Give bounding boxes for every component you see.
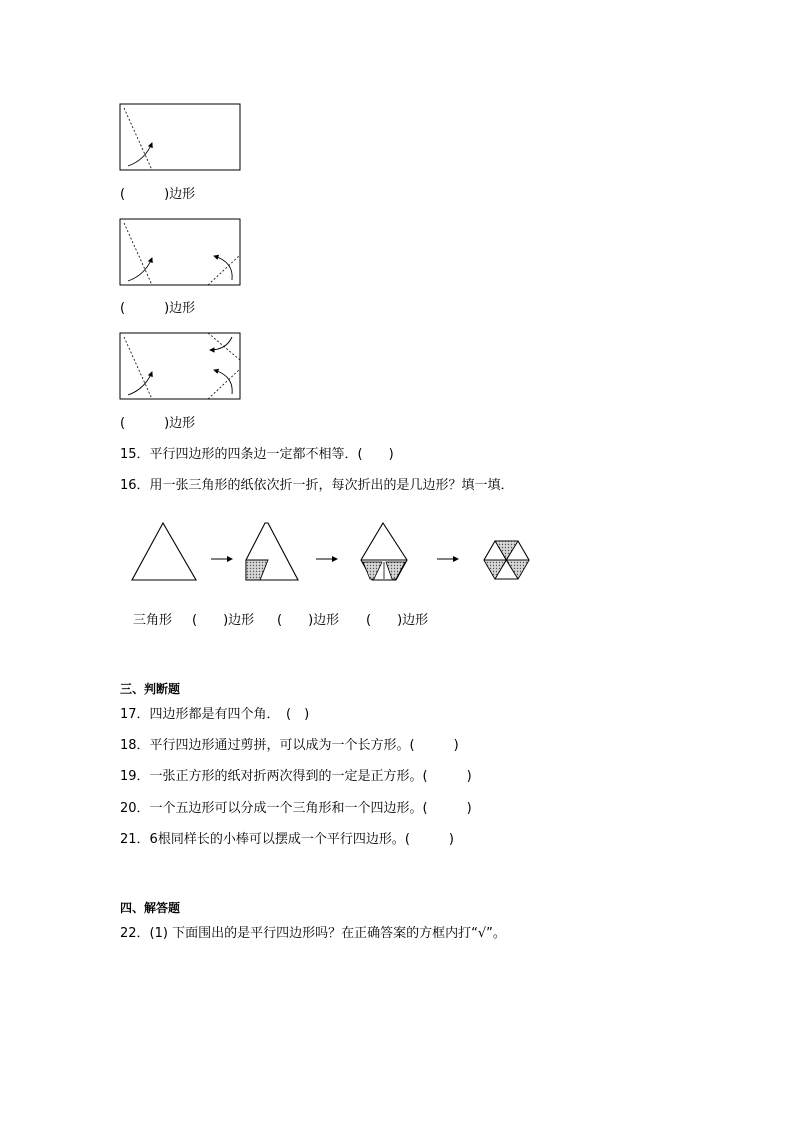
fold-rect-2 [120, 219, 240, 285]
question-16: 16．用一张三角形的纸依次折一折，每次折出的是几边形？填一填． [120, 478, 514, 493]
question-18: 18．平行四边形通过剪拼，可以成为一个长方形。( ) [120, 738, 459, 753]
hexagon-shape-4 [484, 541, 529, 579]
triangle-label-2: ( )边形 [192, 613, 255, 628]
section-4-heading: 四、解答题 [120, 901, 181, 915]
question-22: 22．(1) 下面围出的是平行四边形吗？在正确答案的方框内打“√”。 [120, 926, 506, 941]
fold-figure-1-blank: ( )边形 [120, 187, 196, 202]
triangle-fold-sequence [132, 523, 529, 580]
question-19: 19．一张正方形的纸对折两次得到的一定是正方形。( ) [120, 769, 472, 784]
section-3-heading: 三、判断题 [120, 682, 181, 696]
folded-shape-3 [361, 523, 407, 580]
triangle-label-1: 三角形 [133, 613, 173, 628]
triangle-label-3: ( )边形 [277, 613, 340, 628]
question-17: 17．四边形都是有四个角． ( ) [120, 707, 310, 722]
folded-shape-2 [246, 523, 298, 580]
triangle-label-4: ( )边形 [366, 613, 429, 628]
fold-rect-1 [120, 104, 240, 170]
question-21: 21．6根同样长的小棒可以摆成一个平行四边形。( ) [120, 832, 454, 847]
fold-rect-3 [120, 333, 240, 399]
question-20: 20．一个五边形可以分成一个三角形和一个四边形。( ) [120, 801, 472, 816]
fold-figure-2-blank: ( )边形 [120, 301, 196, 316]
triangle-1 [132, 523, 196, 580]
fold-figure-3-blank: ( )边形 [120, 416, 196, 431]
question-15: 15．平行四边形的四条边一定都不相等．( ) [120, 447, 394, 462]
